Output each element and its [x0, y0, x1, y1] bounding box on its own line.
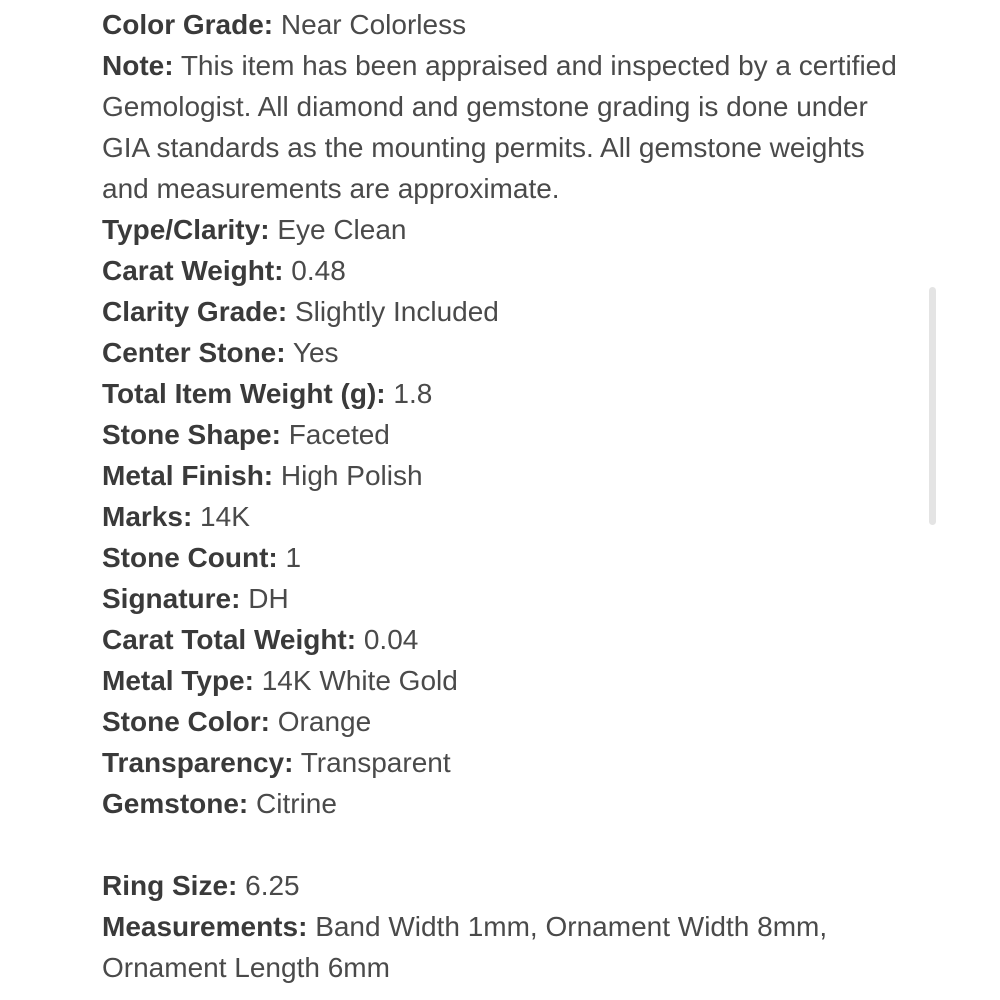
detail-label: Gemstone: — [102, 788, 249, 819]
detail-value: High Polish — [280, 460, 423, 491]
detail-label: Clarity Grade: — [102, 296, 288, 327]
detail-note — [102, 45, 902, 209]
detail-label: Total Item Weight (g): — [102, 378, 386, 409]
section-spacer — [102, 824, 902, 865]
detail-clarity-grade — [102, 291, 902, 332]
detail-value: Faceted — [288, 419, 390, 450]
detail-label: Stone Count: — [102, 542, 278, 573]
detail-measurements — [102, 906, 902, 988]
detail-value: Transparent — [300, 747, 451, 778]
detail-label: Carat Total Weight: — [102, 624, 357, 655]
product-details — [102, 4, 902, 988]
detail-stone-color — [102, 701, 902, 742]
detail-value: 14K White Gold — [261, 665, 458, 696]
detail-carat-total-weight — [102, 619, 902, 660]
detail-metal-type — [102, 660, 902, 701]
detail-color-grade — [102, 4, 902, 45]
detail-label: Type/Clarity: — [102, 214, 270, 245]
detail-value: 14K — [200, 501, 250, 532]
detail-label: Signature: — [102, 583, 241, 614]
detail-label: Metal Finish: — [102, 460, 274, 491]
detail-transparency — [102, 742, 902, 783]
detail-value: 6.25 — [245, 870, 300, 901]
detail-label: Ring Size: — [102, 870, 238, 901]
detail-value: DH — [248, 583, 289, 614]
detail-carat-weight — [102, 250, 902, 291]
detail-label: Measurements: — [102, 911, 308, 942]
detail-stone-shape — [102, 414, 902, 455]
detail-label: Transparency: — [102, 747, 294, 778]
detail-total-item-weight — [102, 373, 902, 414]
detail-label: Color Grade: — [102, 9, 274, 40]
detail-type-clarity — [102, 209, 902, 250]
detail-label: Center Stone: — [102, 337, 286, 368]
detail-label: Metal Type: — [102, 665, 254, 696]
detail-value: Slightly Included — [294, 296, 499, 327]
detail-stone-count — [102, 537, 902, 578]
detail-value: 0.48 — [291, 255, 346, 286]
detail-ring-size — [102, 865, 902, 906]
detail-value: Near Colorless — [280, 9, 467, 40]
detail-value: Citrine — [256, 788, 337, 819]
detail-gemstone — [102, 783, 902, 824]
detail-metal-finish — [102, 455, 902, 496]
detail-value: Yes — [292, 337, 339, 368]
detail-label: Stone Color: — [102, 706, 270, 737]
detail-label: Carat Weight: — [102, 255, 284, 286]
detail-label: Marks: — [102, 501, 193, 532]
detail-center-stone — [102, 332, 902, 373]
detail-value: 0.04 — [363, 624, 419, 655]
detail-value: Orange — [277, 706, 372, 737]
detail-label: Stone Shape: — [102, 419, 281, 450]
detail-signature — [102, 578, 902, 619]
detail-value: 1 — [285, 542, 302, 573]
scrollbar-thumb[interactable] — [929, 287, 936, 525]
detail-value: 1.8 — [393, 378, 433, 409]
detail-value: Band Width 1mm, Ornament Width 8mm, Ornament Length 6mm — [102, 911, 828, 983]
detail-value: Eye Clean — [277, 214, 407, 245]
detail-value: This item has been appraised and inspected by a certified Gemologist. All diamond and gemstone grading is done under GIA standards as the mounting permits. All gemstone weights and measurements are approximate. — [102, 50, 897, 204]
detail-label: Note: — [102, 50, 174, 81]
detail-marks — [102, 496, 902, 537]
